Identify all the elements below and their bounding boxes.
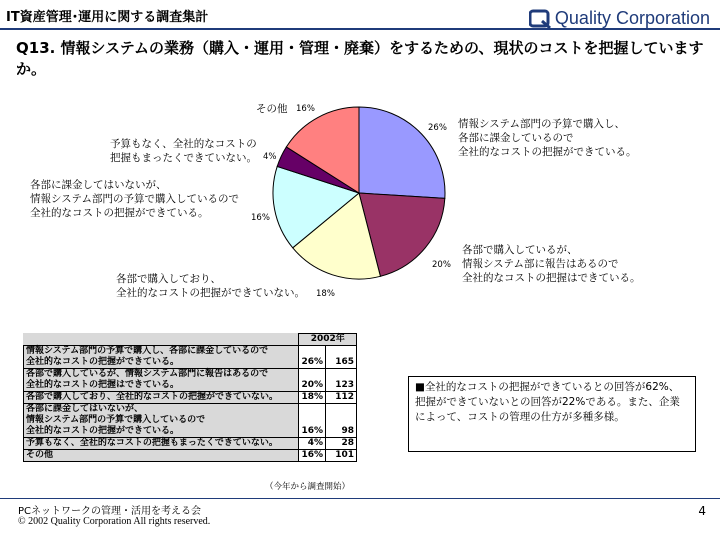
table-note: （今年から調査開始） bbox=[265, 482, 351, 492]
row-label-line: 全社的なコストの把握はできている。 bbox=[26, 380, 180, 390]
table-row bbox=[24, 346, 357, 369]
row-percent: 4% bbox=[299, 438, 326, 450]
row-label bbox=[24, 346, 299, 369]
row-percent: 26% bbox=[299, 346, 326, 369]
slice-label-line: 各部に課金しているので bbox=[458, 132, 574, 144]
row-label-line: 予算もなく、全社的なコストの把握もまったくできていない。 bbox=[26, 438, 278, 448]
table-header-row bbox=[24, 334, 357, 346]
slice-label-6 bbox=[256, 102, 288, 116]
footer-divider bbox=[0, 498, 720, 499]
slice-percent-2: 20% bbox=[432, 260, 451, 270]
slice-percent-6: 16% bbox=[296, 104, 315, 114]
slice-label-line: 各部で購入しているが、 bbox=[462, 244, 578, 256]
slice-label-line: 各部で購入しており、 bbox=[116, 273, 221, 285]
slice-label-line: 情報システム部門の予算で購入し、 bbox=[458, 118, 625, 130]
summary-box: ■全社的なコストの把握ができているとの回答が62%、把握ができていないとの回答が22%である。また、企業によって、コストの管理の仕方が多種多様。 bbox=[408, 376, 696, 452]
row-label bbox=[24, 450, 299, 462]
footer-copyright: © 2002 Quality Corporation All rights reserved. bbox=[18, 516, 211, 527]
row-percent: 16% bbox=[299, 404, 326, 438]
slice-label-4 bbox=[30, 178, 239, 220]
table-row bbox=[24, 438, 357, 450]
row-label-line: 各部で購入しており、全社的なコストの把握ができていない。 bbox=[26, 392, 279, 402]
row-percent: 18% bbox=[299, 392, 326, 404]
slice-label-line: 予算もなく、全社的なコストの bbox=[110, 138, 257, 150]
row-label bbox=[24, 369, 299, 392]
row-label-line: 全社的なコストの把握ができている。 bbox=[26, 426, 180, 436]
question-title: Q13. 情報システムの業務（購入・運用・管理・廃棄）をするための、現状のコストを把握していますか。 bbox=[16, 39, 704, 78]
row-count: 28 bbox=[326, 438, 357, 450]
slice-label-line: 全社的なコストの把握はできている。 bbox=[462, 272, 641, 284]
page-number: 4 bbox=[698, 504, 706, 518]
year-header: 2002年 bbox=[299, 334, 357, 346]
row-count: 123 bbox=[326, 369, 357, 392]
row-count: 165 bbox=[326, 346, 357, 369]
row-label bbox=[24, 392, 299, 404]
row-label bbox=[24, 438, 299, 450]
row-label-line: その他 bbox=[26, 450, 54, 460]
row-count: 101 bbox=[326, 450, 357, 462]
row-label-line: 各部に課金してはいないが、 bbox=[26, 404, 144, 414]
slice-label-line: 全社的なコストの把握ができていない。 bbox=[116, 287, 305, 299]
slice-percent-1: 26% bbox=[428, 123, 447, 133]
report-title: IT資産管理･運用に関する調査集計 bbox=[6, 10, 209, 25]
logo-text: Quality Corporation bbox=[554, 8, 710, 28]
slice-label-line: 情報システム部門の予算で購入しているので bbox=[30, 193, 239, 205]
row-label-line: 情報システム部門の予算で購入し、各部に課金しているので bbox=[26, 346, 269, 356]
pie-slice-1 bbox=[359, 107, 445, 198]
table-row bbox=[24, 404, 357, 438]
row-count: 98 bbox=[326, 404, 357, 438]
slice-label-3 bbox=[116, 272, 305, 300]
slice-percent-4: 16% bbox=[251, 213, 270, 223]
slice-label-line: その他 bbox=[256, 103, 288, 115]
row-label-line: 全社的なコストの把握ができている。 bbox=[26, 357, 180, 367]
footer-organization: PCネットワークの管理・活用を考える会 bbox=[18, 506, 202, 517]
slice-percent-5: 4% bbox=[263, 152, 277, 162]
data-table bbox=[23, 333, 357, 462]
slice-label-line: 全社的なコストの把握ができている。 bbox=[30, 207, 209, 219]
row-count: 112 bbox=[326, 392, 357, 404]
slice-label-line: 情報システム部に報告はあるので bbox=[462, 258, 619, 270]
slice-label-line: 各部に課金してはいないが、 bbox=[30, 179, 167, 191]
slice-label-2 bbox=[462, 243, 641, 285]
table-row bbox=[24, 450, 357, 462]
pie-slices bbox=[273, 107, 445, 279]
slice-label-line: 把握もまったくできていない。 bbox=[110, 152, 257, 164]
row-label-line: 各部で購入しているが、情報システム部門に報告はあるので bbox=[26, 369, 269, 379]
slice-label-1 bbox=[458, 117, 637, 159]
row-percent: 20% bbox=[299, 369, 326, 392]
row-label bbox=[24, 404, 299, 438]
row-label-line: 情報システム部門の予算で購入しているので bbox=[26, 415, 206, 425]
table-row bbox=[24, 392, 357, 404]
slice-label-line: 全社的なコストの把握ができている。 bbox=[458, 146, 637, 158]
row-percent: 16% bbox=[299, 450, 326, 462]
slice-percent-3: 18% bbox=[316, 289, 335, 299]
slice-label-5 bbox=[110, 137, 257, 165]
table-row bbox=[24, 369, 357, 392]
